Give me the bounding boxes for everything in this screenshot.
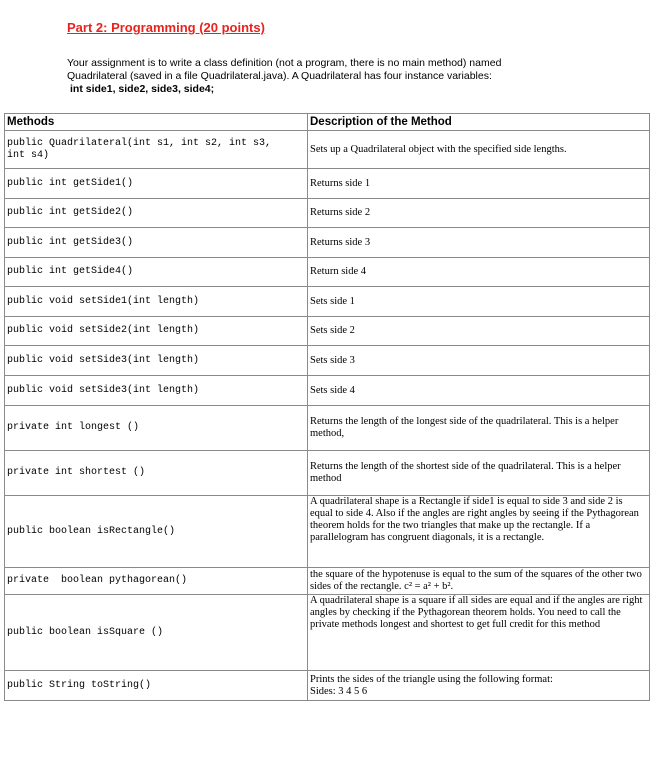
method-signature: public void setSide3(int length) [5,346,308,376]
table-row [5,131,650,169]
assignment-intro [67,57,627,96]
method-description: the square of the hypotenuse is equal to the sum of the squares of the other two sides of the rectangle. c² = a² + b². [308,568,650,595]
method-description: Prints the sides of the triangle using the following format: Sides: 3 4 5 6 [308,671,650,701]
method-signature: public boolean isSquare () [5,595,308,671]
method-description: Return side 4 [308,258,650,287]
method-signature: public Quadrilateral(int s1, int s2, int s3, int s4) [5,131,308,169]
table-row [5,199,650,228]
method-signature: private int longest () [5,406,308,451]
method-description: Returns the length of the longest side of the quadrilateral. This is a helper method, [308,406,650,451]
description-header: Description of the Method [308,114,650,131]
method-description: Sets side 4 [308,376,650,406]
method-signature: public int getSide1() [5,169,308,199]
method-description: Sets side 1 [308,287,650,317]
method-description: Sets side 3 [308,346,650,376]
method-description: Returns the length of the shortest side of the quadrilateral. This is a helper method [308,451,650,496]
intro-line-2: Quadrilateral (saved in a file Quadrilateral.java). A Quadrilateral has four instance variables: [67,70,492,82]
method-signature: public boolean isRectangle() [5,496,308,568]
page-title: Part 2: Programming (20 points) [67,20,265,35]
instance-variables: int side1, side2, side3, side4; [70,83,215,95]
method-description: Returns side 3 [308,228,650,258]
method-description: Returns side 2 [308,199,650,228]
table-row [5,346,650,376]
intro-line-1: Your assignment is to write a class definition (not a program, there is no main method) named [67,57,502,69]
method-signature: public String toString() [5,671,308,701]
method-description: Returns side 1 [308,169,650,199]
method-signature: private int shortest () [5,451,308,496]
table-row [5,258,650,287]
table-row [5,406,650,451]
method-signature: public int getSide4() [5,258,308,287]
table-row [5,228,650,258]
table-row [5,169,650,199]
method-signature: public void setSide1(int length) [5,287,308,317]
method-signature: public void setSide3(int length) [5,376,308,406]
method-signature: public int getSide3() [5,228,308,258]
table-row [5,287,650,317]
method-description: A quadrilateral shape is a square if all sides are equal and if the angles are right angles by checking if the Pythagorean theorem holds. You need to call the private methods longest and shortest to get full credit for this method [308,595,650,671]
table-row [5,376,650,406]
method-signature: public void setSide2(int length) [5,317,308,346]
table-row [5,595,650,671]
methods-header: Methods [5,114,308,131]
table-row [5,451,650,496]
method-description: A quadrilateral shape is a Rectangle if side1 is equal to side 3 and side 2 is equal to side 4. Also if the angles are right angles by seeing if the Pythagorean theorem holds for the two triangles that make up the rectangle. If a parallelogram has congruent diagonals, it is a rectangle. [308,496,650,568]
table-row [5,568,650,595]
method-signature: public int getSide2() [5,199,308,228]
table-header-row [5,114,650,131]
method-description: Sets side 2 [308,317,650,346]
table-row [5,496,650,568]
method-description: Sets up a Quadrilateral object with the specified side lengths. [308,131,650,169]
methods-table [4,113,650,701]
table-row [5,671,650,701]
table-row [5,317,650,346]
method-signature: private boolean pythagorean() [5,568,308,595]
